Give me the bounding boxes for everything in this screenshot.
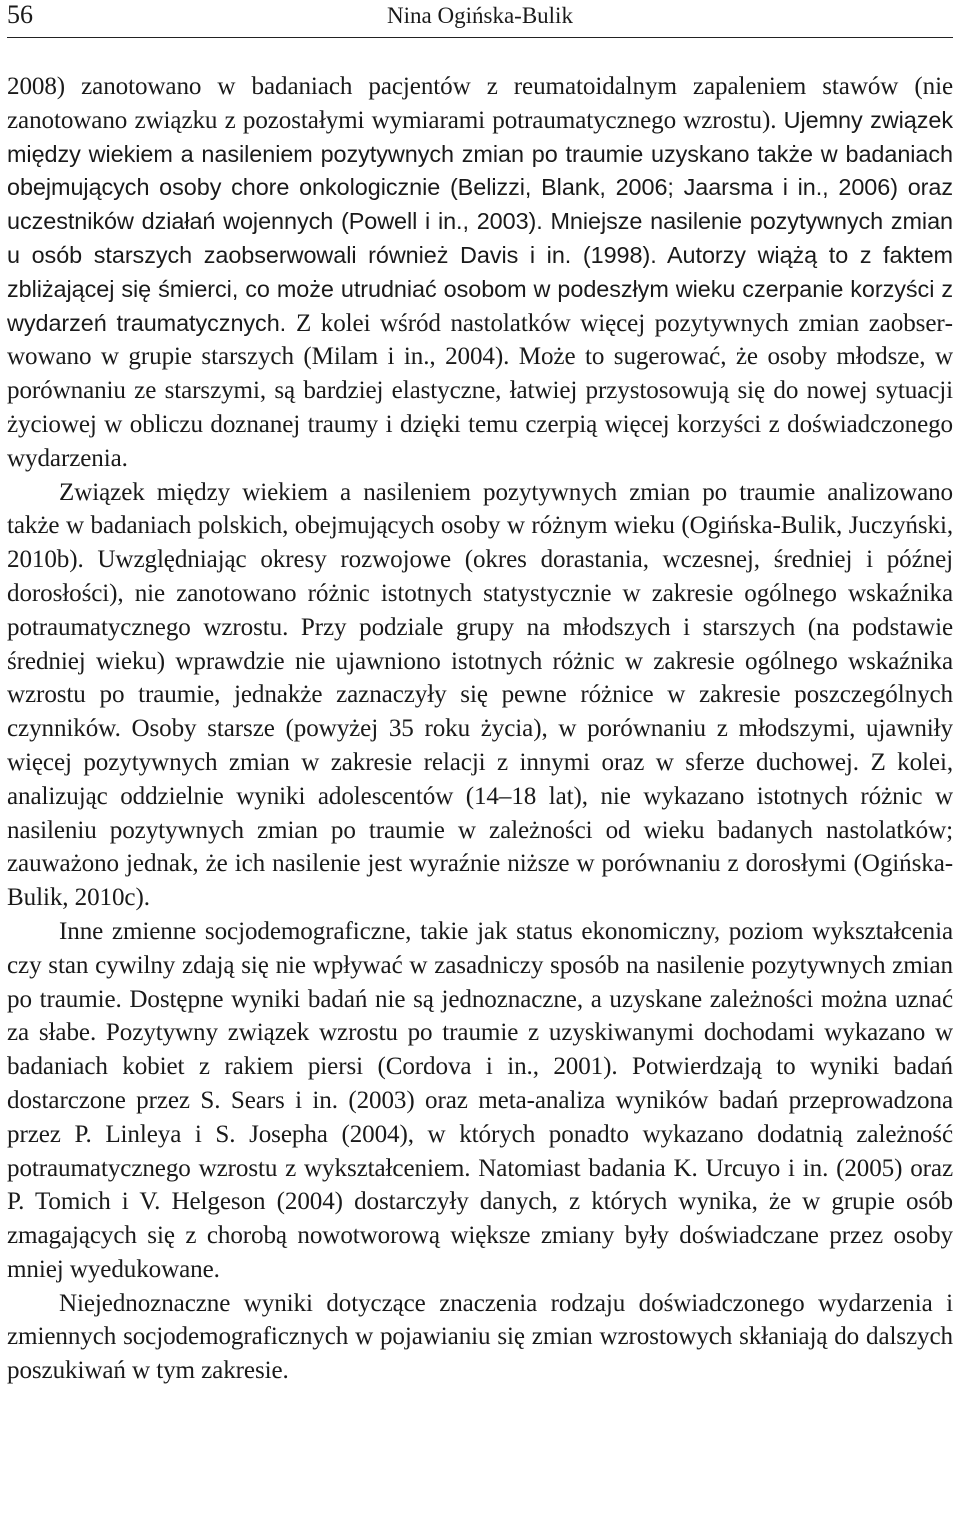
paragraph-text: Związek między wiekiem a nasileniem pozytywnych zmian po traumie analizowano także w badaniach polskich, obejmujących osoby w różnym wieku (Ogińska-Bulik, Juczyński, 2010b). Uwzględniając okresy rozwojowe (okres dorastania, wczesnej, średniej i późnej dorosłości), nie zanotowano różnic istotnych statystycznie w zakresie ogólnego wskaźnika potraumatycznego wzrostu. Przy podziale grupy na młodszych i starszych (na podstawie średniej wieku) wprawdzie nie ujawniono istotnych różnic w zakresie ogólnego wskaźnika wzrostu po traumie, jednakże zaznaczyły się pewne różnice w zakresie poszczególnych czynników. Osoby starsze (powyżej 35 roku życia), w porównaniu z młodszymi, ujawniły więcej pozytywnych zmian w zakresie relacji z innymi oraz w sferze duchowej. Z kolei, analizując oddzielnie wyniki adolescentów (14–18 lat), nie wykazano istotnych różnic w nasileniu pozytywnych zmian po traumie w zależności od wieku badanych nastolatków; zauważono jednak, że ich nasilenie jest wyraźnie niższe w porównaniu z dorosłymi (Ogińska-Bulik, 2010c). xyxy=(7,478,953,912)
paragraph xyxy=(7,1287,953,1388)
running-header-author: Nina Ogińska-Bulik xyxy=(387,3,573,28)
paragraph-text: Ujemny związek między wiekiem a nasileniem pozytywnych zmian po traumie uzyskano także w badaniach obejmujących osoby chore onkologicznie (Belizzi, Blank, 2006; Jaarsma i in., 2006) oraz uczestników działań wojennych (Powell i in., 2003). Mniejsze nasilenie pozytywnych zmian u osób starszych zaobserwowali również Davis i in. (1998). Autorzy wiążą to z faktem zbliżającej się śmierci, co może utrudniać osobom w podeszłym wieku czerpanie korzyści z wydarzeń traumatycznych. xyxy=(7,106,953,336)
page-number: 56 xyxy=(7,0,33,29)
running-header xyxy=(7,0,953,38)
paragraph xyxy=(7,70,953,476)
paragraph-text: Niejednoznaczne wyniki dotyczące znaczenia rodzaju doświadczonego wydarzenia i zmiennych socjodemograficznych w pojawianiu się zmian wzrostowych skłaniają do dalszych poszukiwań w tym zakresie. xyxy=(7,1289,953,1385)
paragraph-text: Inne zmienne socjodemograficzne, takie jak status ekonomiczny, poziom wykształcenia czy stan cywilny zdają się nie wpływać w zasadniczy sposób na nasilenie pozytywnych zmian po traumie. Dostępne wyniki badań nie są jednoznaczne, a uzyskane zależności można uznać za słabe. Pozytywny związek wzrostu po traumie z uzyskiwanymi dochodami wykazano w badaniach kobiet z rakiem piersi (Cordova i in., 2001). Potwierdzają to wyniki badań dostarczone przez S. Sears i in. (2003) oraz meta-analiza wyników badań przeprowadzona przez P. Linleya i S. Josepha (2004), w których ponadto wykazano dodatnią zależność potraumatycznego wzrostu z wykształceniem. Natomiast badania K. Urcuyo i in. (2005) oraz P. Tomich i V. Helgeson (2004) dostarczyły danych, z których wynika, że w grupie osób zmagających się z chorobą nowotworową większe zmiany były doświadczane przez osoby mniej wyedukowane. xyxy=(7,917,953,1283)
body-text xyxy=(7,70,953,1388)
paragraph-text: Z kolei wśród nastolatków więcej pozytywnych zmian zaobserwowano w grupie starszych (Milam i in., 2004). Może to sugerować, że osoby młodsze, w porównaniu ze starszymi, są bardziej elastyczne, łatwiej przystosowują się do nowej sytuacji życiowej w obliczu doznanej traumy i dzięki temu czerpią więcej korzyści z doświadczonego wydarzenia. xyxy=(7,309,953,472)
document-page xyxy=(7,0,953,1388)
paragraph xyxy=(7,915,953,1287)
paragraph-text: 2008) zanotowano w badaniach pacjentów z reumatoidalnym zapaleniem stawów (nie zanotowano związku z pozostałymi wymiarami potraumatycznego wzrostu). xyxy=(7,73,953,134)
paragraph xyxy=(7,476,953,915)
